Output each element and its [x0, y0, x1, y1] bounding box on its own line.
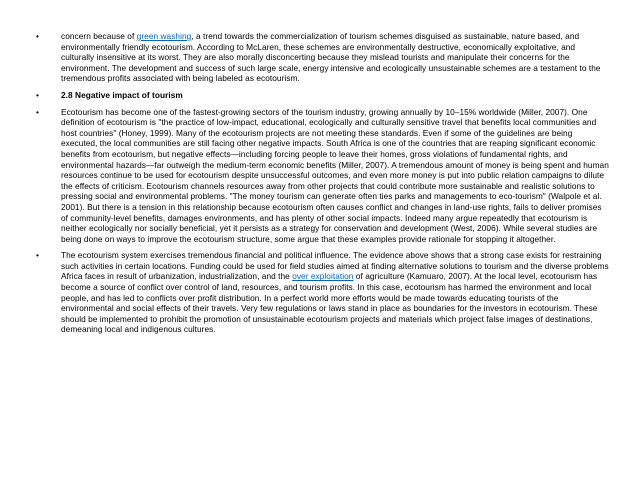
bullet-list	[36, 31, 610, 341]
bullet-marker: •	[36, 106, 39, 117]
bullet-item-greenwashing	[36, 31, 610, 84]
bullet-marker: •	[36, 31, 39, 41]
green-washing-link[interactable]: green washing	[136, 31, 192, 41]
bullet-paragraph	[61, 31, 610, 84]
section-heading: 2.8 Negative impact of tourism	[61, 89, 183, 100]
paragraph-text: of agriculture (Kamuaro, 2007). At the local level, ecotourism has become a source of conflict over control of land, resources, and tourism profits. In this case, ecotourism has harmed the environment and local people, and has led to conflicts over profit distribution. In a perfect world more efforts would be made towards educating tourists of the environmental and social effects of their travels. Very few regulations or laws stand in place as boundaries for the investors in ecotourism. These should be implemented to prohibit the promotion of unsustainable ecotourism projects and materials which project false images of destinations, demeaning local and indigenous cultures.	[61, 271, 598, 335]
bullet-paragraph	[61, 250, 610, 335]
paragraph-text: , a trend towards the commercialization of tourism schemes disguised as sustainable, nature based, and environmentally friendly ecotourism. According to McLaren, these schemes are environmentally destructive, economically exploitative, and culturally insensitive at its worst. They are also morally disconcerting because they mislead tourists and manipulate their concerns for the environment. The development and success of such large scale, energy intensive and ecologically unsustainable schemes are a testament to the tremendous profits associated with being labeled as ecotourism.	[61, 31, 601, 84]
bullet-paragraph: Ecotourism has become one of the fastest-growing sectors of the tourism industry, growing annually by 10–15% worldwide (Miller, 2007). One definition of ecotourism is "the practice of low-impact, educational, ecologically and culturally sensitive travel that benefits local communities and host countries" (Honey, 1999). Many of the ecotourism projects are not meeting these standards. Even if some of the guidelines are being executed, the local communities are still facing other negative impacts. South Africa is one of the countries that are reaping significant economic benefits from ecotourism, but negative effects—including forcing people to leave their homes, gross violations of fundamental rights, and environmental hazards—far outweigh the medium-term economic benefits (Miller, 2007). A tremendous amount of money is being spent and human resources continue to be used for ecotourism despite unsuccessful outcomes, and even more money is put into public relation campaigns to dilute the effects of criticism. Ecotourism channels resources away from other projects that could contribute more sustainable and realistic solutions to pressing social and environmental problems. "The money tourism can generate often ties parks and managements to eco-tourism" (Walpole et al. 2001). But there is a tension in this relationship because ecotourism often causes conflict and changes in land-use rights, fails to deliver promises of community-level benefits, damages environments, and has plenty of other social impacts. Indeed many argue repeatedly that ecotourism is neither ecologically nor socially beneficial, yet it persists as a strategy for conservation and development (West, 2006). While several studies are being done on ways to improve the ecotourism structure, some argue that these examples provide rationale for stopping it altogether.	[61, 106, 609, 244]
bullet-item-heading	[36, 89, 610, 101]
paragraph-text: The ecotourism system exercises tremendous financial and political influence. The evidence above shows that a strong case exists for restraining such activities in certain locations. Funding could be used for field studies aimed at finding alternative solutions to tourism and the diverse problems Africa faces in result of urbanization, industrialization, and the	[61, 250, 609, 282]
paragraph-text: concern because of	[61, 31, 137, 41]
bullet-item-ecotourism	[36, 106, 610, 245]
bullet-marker: •	[36, 89, 39, 100]
bullet-marker: •	[36, 250, 39, 261]
bullet-item-system	[36, 250, 610, 335]
over-exploitation-link[interactable]: over exploitation	[292, 271, 354, 282]
